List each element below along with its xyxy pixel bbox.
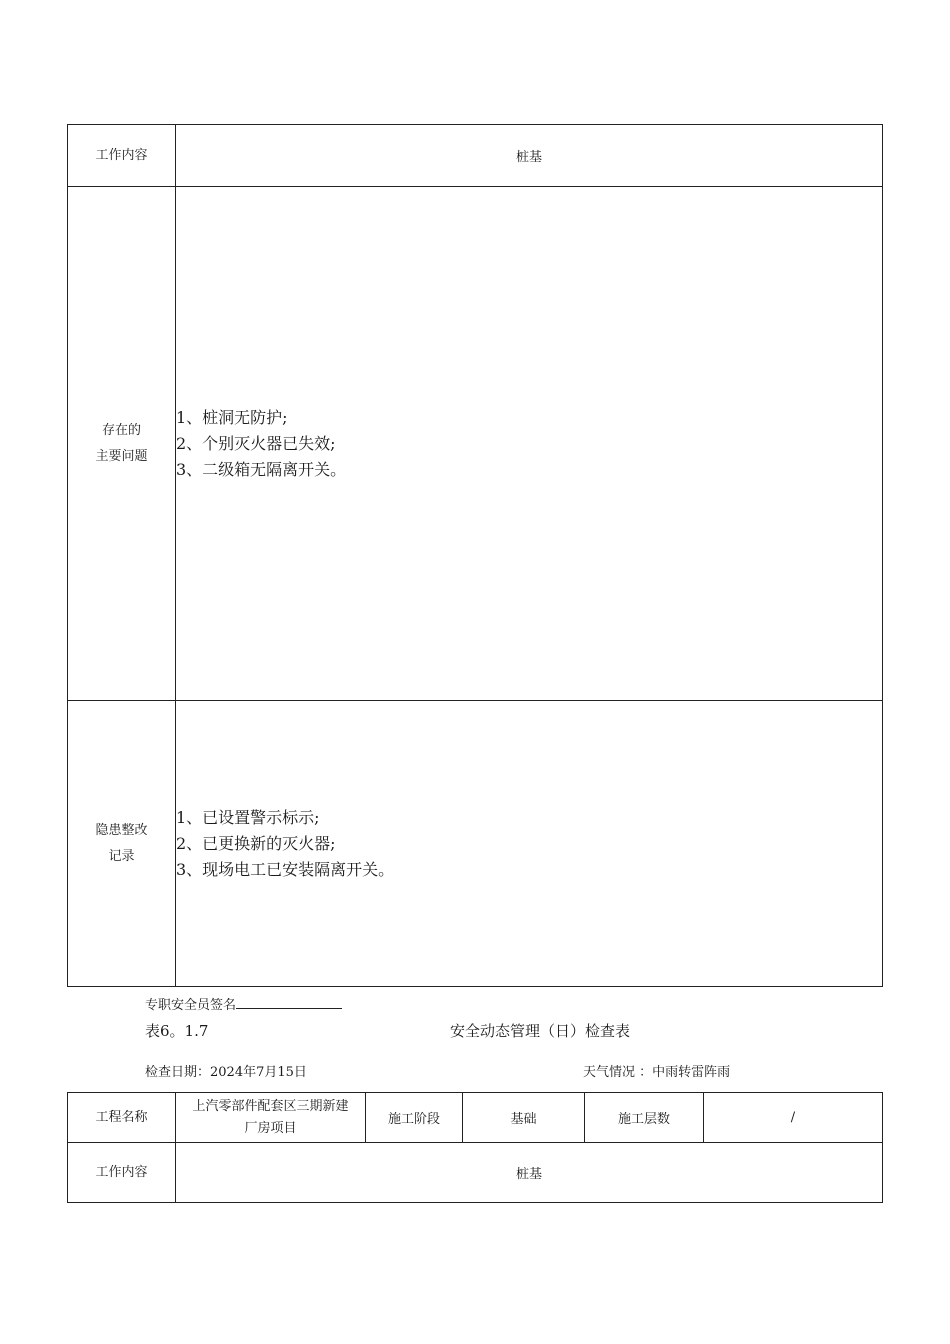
problems-label-line1: 存在的 bbox=[101, 422, 141, 438]
work-content-label-2: 工作内容 bbox=[68, 1143, 176, 1203]
work-content-label: 工作内容 bbox=[68, 125, 176, 187]
rectification-label-line1: 隐患整改 bbox=[95, 822, 148, 838]
signature-row bbox=[145, 994, 342, 1013]
floors-label: 施工层数 bbox=[585, 1093, 704, 1143]
rectification-label-cell bbox=[68, 701, 176, 987]
project-name-cell bbox=[176, 1093, 366, 1143]
form-number: 表6。1.7 bbox=[145, 1022, 209, 1040]
rectification-item-1: 1、已设置警示标示; bbox=[176, 807, 320, 827]
problems-label-line2: 主要问题 bbox=[95, 448, 148, 464]
rectification-item-2: 2、已更换新的灭火器; bbox=[176, 833, 336, 853]
signature-label: 专职安全员签名 bbox=[145, 998, 237, 1013]
project-name-line1: 上汽零部件配套区三期新建 bbox=[192, 1098, 349, 1114]
floors-value: / bbox=[704, 1093, 883, 1143]
stage-label: 施工阶段 bbox=[366, 1093, 463, 1143]
signature-line bbox=[236, 996, 342, 1009]
inspection-table-bottom bbox=[67, 1092, 883, 1203]
form-title: 安全动态管理（日）检查表 bbox=[450, 1022, 631, 1040]
project-name-line2: 厂房项目 bbox=[244, 1120, 297, 1136]
problem-item-2: 2、个别灭火器已失效; bbox=[176, 433, 336, 453]
project-name-label: 工程名称 bbox=[68, 1093, 176, 1143]
rectification-list bbox=[176, 701, 883, 987]
work-content-value: 桩基 bbox=[176, 125, 883, 187]
rectification-item-3: 3、现场电工已安装隔离开关。 bbox=[176, 859, 395, 879]
problems-list bbox=[176, 187, 883, 701]
stage-value: 基础 bbox=[463, 1093, 585, 1143]
work-content-value-2: 桩基 bbox=[176, 1143, 883, 1203]
problem-item-3: 3、二级箱无隔离开关。 bbox=[176, 459, 347, 479]
problems-label-cell bbox=[68, 187, 176, 701]
weather: 天气情况 ：中雨转雷阵雨 bbox=[583, 1065, 731, 1080]
problem-item-1: 1、桩洞无防护; bbox=[176, 407, 288, 427]
check-date: 检查日期：2024年7月15日 bbox=[145, 1065, 307, 1080]
inspection-table-top bbox=[67, 124, 883, 987]
rectification-label-line2: 记录 bbox=[108, 848, 135, 864]
